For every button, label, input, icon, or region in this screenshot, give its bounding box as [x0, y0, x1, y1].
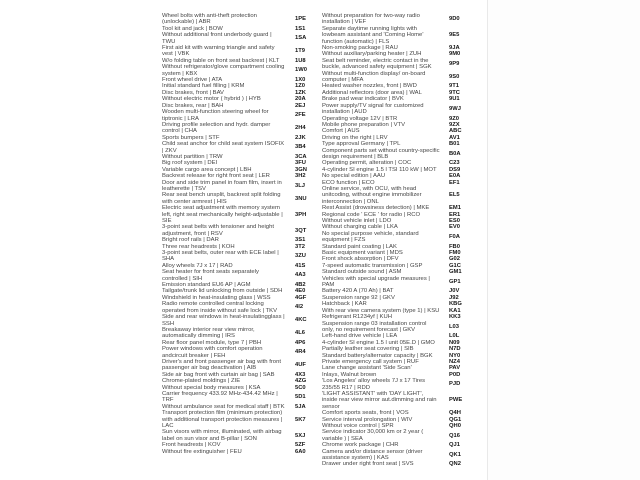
- option-code: 4A3: [295, 272, 306, 279]
- option-code: L03: [449, 323, 459, 330]
- option-code: 9M0: [449, 51, 461, 58]
- option-description: Without special body measures | KSA: [162, 384, 261, 391]
- option-row: [162, 45, 315, 58]
- option-description: Chrome work package | CHR: [322, 442, 399, 449]
- option-row: [162, 250, 315, 263]
- option-code: 5K7: [295, 416, 306, 423]
- option-row: [322, 276, 469, 289]
- option-code: 9ZX: [449, 121, 460, 128]
- option-description: Without voice control | SPR: [322, 423, 394, 429]
- option-description: Without refrigerator/glove compartment cooling system | KBX: [162, 64, 285, 77]
- option-row: [322, 58, 469, 71]
- option-code: 1PE: [295, 16, 306, 23]
- option-row: [162, 205, 315, 224]
- option-code: 9Z0: [449, 115, 459, 122]
- option-code: KBG: [449, 301, 462, 308]
- option-description: W/o folding table on front seat backrest | KLT: [162, 57, 280, 64]
- option-description: Without fire extinguisher | FEU: [162, 448, 242, 455]
- option-description: Type approval Germany | TPL: [322, 141, 401, 148]
- option-code: 9JA: [449, 45, 460, 52]
- option-code: 3NU: [295, 195, 307, 202]
- option-code: EV0: [449, 224, 460, 231]
- option-code: 4UF: [295, 362, 306, 369]
- option-description: Rear floor panel module, type 7 | PBH: [162, 339, 262, 346]
- option-description: 'LIGHT ASSISTANT' with 'DAY LIGHT', inside rear view mirror aut.dimming and rain sensor: [322, 390, 437, 410]
- option-description: Service interval prolongation | WIV: [322, 416, 413, 423]
- option-code: 5C0: [295, 384, 306, 391]
- option-row: [322, 378, 469, 391]
- option-description: Refrigerant R1234yf | KUH: [322, 314, 392, 321]
- option-description: Without partition | TRW: [162, 153, 223, 160]
- option-description: Power supply/TV signal for customized installation | AUD: [322, 102, 424, 116]
- option-description: Standard paint coating | LAK: [322, 243, 397, 250]
- option-code: L0L: [449, 333, 460, 340]
- option-description: Rest Assist (drowsiness detection) | MKE: [322, 205, 430, 212]
- option-code: 3B4: [295, 144, 306, 151]
- options-list: [162, 13, 469, 468]
- option-code: E0A: [449, 173, 461, 180]
- option-row: [162, 346, 315, 359]
- option-description: 7-speed automatic transmission | GSP: [322, 262, 423, 269]
- option-description: No special edition | AAU: [322, 173, 386, 180]
- option-code: B01: [449, 141, 460, 148]
- option-code: 1SA: [295, 35, 307, 42]
- option-code: 1U8: [295, 57, 306, 64]
- option-description: Without vehicle inlet | LDO: [322, 218, 392, 224]
- option-code: QH0: [449, 423, 461, 429]
- option-row: [162, 327, 315, 340]
- option-code: 9T1: [449, 83, 459, 90]
- option-description: Basic equipment variant | MDS: [322, 250, 403, 257]
- option-code: AV1: [449, 134, 460, 141]
- option-description: Driver's and front passenger air bag with front passenger air bag deactivation | AIB: [162, 358, 281, 372]
- option-code: G1C: [449, 262, 461, 269]
- option-code: 3LJ: [295, 182, 305, 189]
- option-description: Camera and/or distance sensor (driver assistance system) | KAS: [322, 448, 423, 462]
- option-code: G02: [449, 256, 460, 263]
- option-code: 2EJ: [295, 102, 306, 109]
- option-description: Operating voltage 12V | BTR: [322, 115, 398, 122]
- option-code: FB0: [449, 243, 460, 250]
- option-code: 1S1: [295, 25, 306, 32]
- option-description: Front headrests | KOV: [162, 442, 221, 449]
- option-description: Wheel bolts with anti-theft protection (unlockable) | ABR: [162, 13, 257, 26]
- option-row: [322, 449, 469, 462]
- option-code: 5D1: [295, 394, 306, 401]
- option-description: Door and side trim panel in foam film, insert in leatherette | TSV: [162, 179, 282, 192]
- option-code: 3S1: [295, 237, 306, 244]
- option-row: [162, 449, 315, 455]
- option-description: Standard battery/alternator capacity | BGK: [322, 352, 433, 359]
- option-row: [322, 461, 469, 467]
- option-description: Sports bumpers | STF: [162, 134, 220, 141]
- option-description: Electric seat adjustment with memory system left, right seat mechanically height-adjustable | SIE: [162, 205, 283, 224]
- option-description: Side air bag front with curtain air bag | SAB: [162, 371, 275, 378]
- option-code: J92: [449, 294, 459, 301]
- option-code: C23: [449, 160, 460, 167]
- option-code: QJ1: [449, 442, 460, 449]
- option-description: Disc brakes, rear | BAH: [162, 102, 224, 109]
- option-code: EM1: [449, 205, 461, 212]
- option-code: QK1: [449, 451, 461, 458]
- option-row: [162, 224, 315, 237]
- option-description: Operating permit, alteration | COC: [322, 160, 412, 167]
- option-description: Heated washer nozzles, front | BWD: [322, 83, 417, 90]
- option-description: Windshield in heat-insulating glass | WSS: [162, 294, 271, 301]
- option-code: 3CA: [295, 153, 307, 160]
- option-code: EL5: [449, 192, 460, 199]
- option-description: Drawer under right front seat | SVS: [322, 461, 414, 468]
- option-code: 4R4: [295, 349, 306, 356]
- option-row: [162, 141, 315, 154]
- option-row: [322, 148, 469, 161]
- option-code: KA1: [449, 307, 461, 314]
- option-description: Side and rear windows in heat-insulatingglass | SSH: [162, 314, 285, 327]
- option-description: Transport protection film (minimum protection) with additional transport protection measures | LAC: [162, 410, 283, 429]
- option-code: 3GN: [295, 166, 307, 173]
- option-description: Service indicator 30,000 km or 2 year ( variable ) | SEA: [322, 429, 424, 442]
- option-row: [322, 429, 469, 442]
- option-code: 6A0: [295, 448, 306, 455]
- option-description: Non-smoking package | RAU: [322, 45, 398, 52]
- option-description: Suspension range 92 | GKV: [322, 294, 395, 301]
- option-row: [162, 391, 315, 404]
- option-description: Without preparation for two-way radio installation | VEF: [322, 13, 420, 26]
- option-code: 4GF: [295, 294, 307, 301]
- option-description: 3-point seat belts, outer rear with ECE label | SHA: [162, 250, 279, 263]
- option-description: ECO function | ECO: [322, 179, 375, 186]
- option-description: Power windows with comfort operation andcircuit breaker | FEH: [162, 346, 263, 359]
- option-code: Q16: [449, 432, 460, 439]
- option-description: Without charging cable | LKA: [322, 224, 398, 231]
- option-description: Lane change assistant 'Side Scan': [322, 365, 412, 372]
- option-row: [322, 231, 469, 244]
- option-code: ABC: [449, 128, 462, 135]
- option-code: 9D0: [449, 16, 460, 23]
- option-description: Bright roof rails | DAR: [162, 237, 219, 244]
- option-description: Alloy wheels 7J x 17 | RAD: [162, 262, 233, 269]
- option-code: B0A: [449, 150, 461, 157]
- option-code: 4I2: [295, 304, 304, 311]
- option-description: Front wheel drive | ATA: [162, 77, 223, 84]
- option-code: 9S0: [449, 73, 460, 80]
- option-description: Partially leather seat covering | SIB: [322, 346, 414, 353]
- option-description: Driving profile selection and hydr. damper control | CHA: [162, 121, 271, 135]
- option-description: Component parts set without country-specific design requirement | BLB: [322, 147, 440, 160]
- option-code: 4B2: [295, 282, 306, 289]
- option-code: PJD: [449, 381, 461, 388]
- option-code: J0V: [449, 288, 460, 295]
- option-row: [162, 122, 315, 135]
- option-description: 'Los Angeles' alloy wheels 7J x 17 Tires 235/55 R17 | RDD: [322, 378, 426, 391]
- option-code: 3ZU: [295, 253, 306, 260]
- option-code: 4KC: [295, 317, 307, 324]
- option-row: [162, 13, 315, 26]
- option-code: Q4H: [449, 410, 461, 417]
- options-column-left: [162, 13, 315, 455]
- option-code: 1W0: [295, 67, 307, 74]
- option-row: [162, 410, 315, 429]
- option-description: Additional reflectors (door area) | WAL: [322, 89, 422, 96]
- option-row: [322, 321, 469, 334]
- option-code: P0D: [449, 371, 461, 378]
- option-row: [322, 391, 469, 410]
- option-code: 9U1: [449, 96, 460, 103]
- option-description: Online service, with OCU, with head unitcoding, without engine immobilizer interconnection | ONL: [322, 185, 422, 205]
- option-row: [162, 314, 315, 327]
- option-code: 3QT: [295, 227, 307, 234]
- option-code: 9WJ: [449, 105, 461, 112]
- option-description: 4-cylinder SI engine 1.5 l unit 05E.D | GMO: [322, 339, 435, 346]
- option-code: ER1: [449, 211, 461, 218]
- option-description: Without multi-function display/ on-board computer | MFA: [322, 70, 426, 84]
- option-description: Backrest release for right front seat | LER: [162, 173, 270, 180]
- option-description: Tailgate/trunk lid unlocking from outside | SDH: [162, 288, 283, 295]
- option-code: DS9: [449, 166, 461, 173]
- option-code: PAV: [449, 365, 461, 372]
- option-code: GM1: [449, 269, 462, 276]
- option-row: [162, 109, 315, 122]
- option-description: Wooden multi-function steering wheel for tiptronic | LRA: [162, 109, 269, 122]
- option-description: Inlays, Walnut brown: [322, 371, 377, 378]
- option-code: 4ZG: [295, 378, 307, 385]
- option-code: 4L6: [295, 330, 305, 337]
- option-description: Hatchback | KAR: [322, 301, 367, 308]
- option-code: 1Z0: [295, 83, 305, 90]
- option-description: Initial standard fuel filling | KRM: [162, 83, 245, 90]
- option-code: 1T9: [295, 48, 305, 55]
- option-code: 41S: [295, 262, 306, 269]
- option-description: Without auxiliary/parking heater | ZUH: [322, 51, 422, 58]
- option-code: 2FE: [295, 112, 306, 119]
- option-code: N7D: [449, 346, 461, 353]
- option-code: 3T2: [295, 243, 305, 250]
- option-code: 9TC: [449, 89, 460, 96]
- option-description: 4-cylinder SI engine 1.5 l TSI 110 kW | MOT: [322, 166, 437, 173]
- option-code: PWE: [449, 397, 463, 404]
- option-description: Without ambulance seat for medical staff | BTK: [162, 403, 285, 410]
- option-code: 4P6: [295, 339, 306, 346]
- option-description: Suspension range 03 installation control only, no requirement forecast | GKV: [322, 320, 427, 333]
- option-row: [322, 26, 469, 45]
- option-description: Vehicles with special upgrade measures | PAM: [322, 275, 430, 289]
- option-description: Private emergency call system | RUF: [322, 358, 419, 365]
- option-code: 5XJ: [295, 432, 306, 439]
- option-code: 1ZK: [295, 89, 306, 96]
- option-description: Sun visors with mirror, illuminated, with airbag label on sun visor and B-pillar | SON: [162, 429, 282, 442]
- option-description: Brake pad wear indicator | BVK: [322, 96, 404, 103]
- option-description: Big roof system | DEI: [162, 160, 218, 167]
- option-description: Without electric motor ( hybrid ) | HYB: [162, 96, 261, 103]
- option-code: 1X0: [295, 77, 306, 84]
- option-code: KK3: [449, 314, 461, 321]
- option-row: [162, 32, 315, 45]
- option-description: Comfort sports seats, front | VOS: [322, 410, 409, 417]
- option-code: FM0: [449, 250, 461, 257]
- option-code: QN2: [449, 461, 461, 468]
- option-row: [162, 301, 315, 314]
- option-code: NY0: [449, 352, 461, 359]
- option-description: Without additional front underbody guard | TWU: [162, 32, 272, 45]
- option-description: No special purpose vehicle, standard equipment | FZS: [322, 230, 419, 244]
- option-description: First aid kit with warning triangle and safety vest | VBK: [162, 45, 275, 58]
- option-description: Comfort | AUS: [322, 128, 360, 135]
- option-code: 3FU: [295, 160, 306, 167]
- option-code: 2JK: [295, 134, 306, 141]
- page-right-margin-band: [488, 0, 640, 480]
- option-description: Left-hand drive vehicle | LEA: [322, 333, 398, 340]
- option-description: Seat belt reminder, electric contact in the buckle, advanced safety equipment | SGK: [322, 57, 432, 71]
- option-code: F0A: [449, 234, 460, 241]
- option-description: Disc brakes, front | BAV: [162, 89, 224, 96]
- option-code: 9P9: [449, 61, 460, 68]
- option-description: Breakaway interior rear view mirror, automatically dimming | IRS: [162, 326, 255, 340]
- option-description: Radio remote controlled central locking operated from inside without safe lock | TKV: [162, 301, 278, 314]
- option-code: 20A: [295, 96, 306, 103]
- option-code: 4X3: [295, 371, 306, 378]
- option-row: [162, 429, 315, 442]
- option-row: [162, 180, 315, 193]
- option-description: Seat heater for front seats separately controlled | SIH: [162, 269, 259, 282]
- option-row: [322, 71, 469, 84]
- option-code: 5JA: [295, 403, 306, 410]
- option-description: Emission standard EU6 AP | AGM: [162, 282, 251, 289]
- option-code: EF1: [449, 179, 460, 186]
- option-code: 3PH: [295, 211, 307, 218]
- option-description: 3-point seat belts with tensioner and height adjustment, front | RSV: [162, 224, 274, 237]
- option-description: Tool kit and jack | BOW: [162, 25, 223, 32]
- option-description: Carrier frequency 433.92 MHz-434.42 MHz | TRF: [162, 390, 278, 404]
- option-description: Standard outside sound | ASM: [322, 269, 402, 276]
- option-code: N09: [449, 339, 460, 346]
- option-code: GP1: [449, 278, 461, 285]
- option-row: [322, 186, 469, 205]
- option-row: [162, 359, 315, 372]
- option-description: Regional code ' ECE ' for radio | RCO: [322, 211, 421, 218]
- option-row: [322, 103, 469, 116]
- option-row: [162, 64, 315, 77]
- option-code: NZ4: [449, 358, 460, 365]
- option-description: Chrome-plated moldings | ZIE: [162, 378, 241, 385]
- option-row: [162, 192, 315, 205]
- option-code: 5ZF: [295, 442, 306, 449]
- option-description: With rear view camera system (type 1) | KSU: [322, 307, 440, 314]
- options-column-right: [322, 13, 469, 468]
- option-description: Child seat anchor for child seat system ISOFIX | ZKV: [162, 141, 285, 154]
- option-row: [162, 269, 315, 282]
- option-code: 4E0: [295, 288, 306, 295]
- option-code: ES0: [449, 218, 460, 224]
- option-code: QG1: [449, 416, 462, 423]
- option-code: 3H2: [295, 173, 306, 180]
- option-description: Rear seat bench unsplit, backrest split folding with center armrest | HIS: [162, 192, 281, 205]
- option-description: Front shock absorption | DFV: [322, 256, 399, 263]
- option-description: Driving on the right | LRV: [322, 134, 388, 141]
- option-code: 9E5: [449, 32, 460, 39]
- page-edge-shadow-line: [487, 0, 488, 480]
- option-description: Three rear headrests | KOH: [162, 243, 235, 250]
- option-description: Separate daytime running lights with lowbeam assistant and 'Coming Home' function (automatic) | FLS: [322, 25, 424, 45]
- option-row: [322, 13, 469, 26]
- option-code: 2H4: [295, 125, 306, 132]
- option-description: Variable cargo area concept | LBH: [162, 166, 252, 173]
- option-description: Battery 420 A (70 Ah) | BAT: [322, 288, 394, 295]
- option-description: Mobile phone preparation | VTV: [322, 121, 406, 128]
